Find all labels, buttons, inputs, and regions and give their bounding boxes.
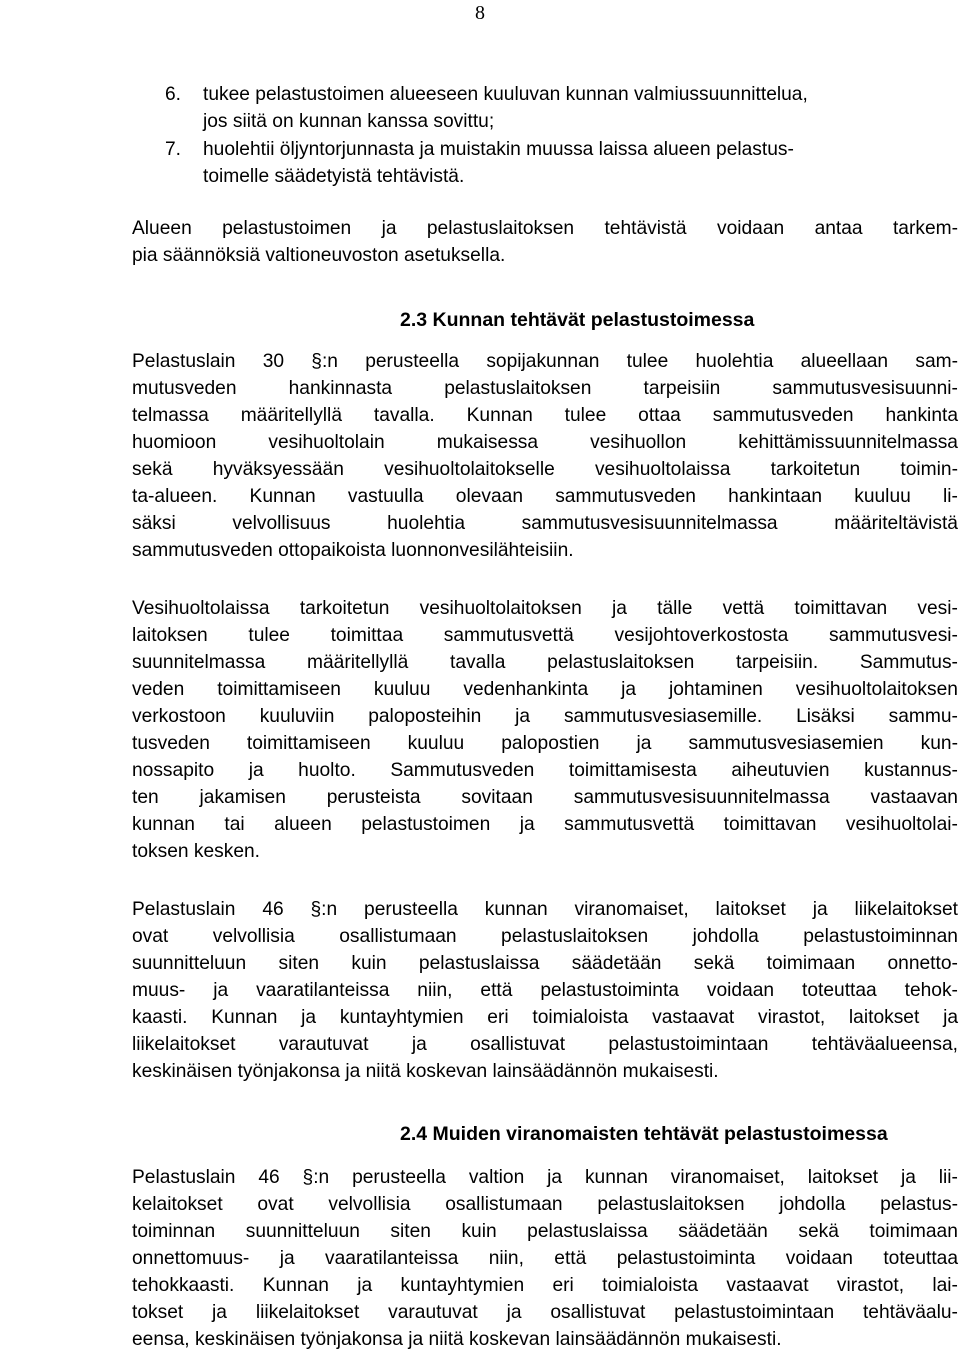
list-item-number: 6. [165, 84, 182, 105]
text-line: ta-alueen. Kunnan vastuulla olevaan sammutusveden hankintaan kuuluu li- [132, 486, 958, 507]
text-line: huomioon vesihuoltolain mukaisessa vesihuollon kehittämissuunnitelmassa [132, 432, 958, 453]
heading-2-3: 2.3 Kunnan tehtävät pelastustoimessa [400, 309, 755, 331]
list-item-text-line: jos siitä on kunnan kanssa sovittu; [203, 111, 495, 133]
text-line: Alueen pelastustoimen ja pelastuslaitoksen tehtävistä voidaan antaa tarkem- [132, 218, 958, 239]
list-item-text-line: tukee pelastustoimen alueeseen kuuluvan kunnan valmiussuunnittelua, [203, 84, 808, 105]
text-line: kaasti. Kunnan ja kuntayhtymien eri toimialoista vastaavat virastot, laitokset ja [132, 1007, 958, 1028]
text-line: onnettomuus- ja vaaratilanteissa niin, että pelastustoiminta voidaan toteuttaa [132, 1248, 958, 1269]
text-line: ovat velvollisia osallistumaan pelastuslaitoksen johdolla pelastustoiminnan [132, 926, 958, 947]
list-item [165, 136, 957, 191]
text-line: Pelastuslain 46 §:n perusteella kunnan viranomaiset, laitokset ja liikelaitokset [132, 899, 958, 920]
list-item-text-line: toimelle säädetyistä tehtävistä. [203, 165, 465, 187]
page-number: 8 [475, 2, 485, 24]
text-line: Vesihuoltolaissa tarkoitetun vesihuoltolaitoksen ja tälle vettä toimittavan vesi- [132, 598, 958, 619]
text-line: Pelastuslain 46 §:n perusteella valtion ja kunnan viranomaiset, laitokset ja lii- [132, 1167, 958, 1188]
text-line: kunnan tai alueen pelastustoimen ja sammutusvettä toimittavan vesihuoltolai- [132, 814, 958, 835]
text-line: kelaitokset ovat velvollisia osallistumaan pelastuslaitoksen johdolla pelastus- [132, 1194, 958, 1215]
paragraph-intro [132, 215, 958, 269]
text-line: liikelaitokset varautuvat ja osallistuvat pelastustoimintaan tehtäväalueensa, [132, 1034, 958, 1055]
text-line: suunnitteluun siten kuin pelastuslaissa säädetään sekä toimimaan onnetto- [132, 953, 958, 974]
text-line: toiminnan suunnitteluun siten kuin pelastuslaissa säädetään sekä toimimaan [132, 1221, 958, 1242]
text-line: tusveden toimittamiseen kuuluu palopostien ja sammutusvesiasemien kun- [132, 733, 958, 754]
text-line: ten jakamisen perusteista sovitaan sammutusvesisuunnitelmassa vastaavan [132, 787, 958, 808]
text-line: säksi velvollisuus huolehtia sammutusvesisuunnitelmassa määriteltävistä [132, 513, 958, 534]
paragraph-2-4 [132, 1164, 958, 1353]
text-line: laitoksen tulee toimittaa sammutusvettä vesijohtoverkostosta sammutusvesi- [132, 625, 958, 646]
text-line: sammutusveden ottopaikoista luonnonvesilähteisiin. [132, 540, 574, 561]
text-line: telmassa määritellyllä tavalla. Kunnan tulee ottaa sammutusveden hankinta [132, 405, 958, 426]
text-line: nossapito ja huolto. Sammutusveden toimittamisesta aiheutuvien kustannus- [132, 760, 958, 781]
text-line: sekä hyväksyessään vesihuoltolaitokselle vesihuoltolaissa tarkoitetun toimin- [132, 459, 958, 480]
text-line: tehokkaasti. Kunnan ja kuntayhtymien eri toimialoista vastaavat virastot, lai- [132, 1275, 958, 1296]
text-line: muus- ja vaaratilanteissa niin, että pelastustoiminta voidaan toteuttaa tehok- [132, 980, 958, 1001]
text-line: tokset ja liikelaitokset varautuvat ja osallistuvat pelastustoimintaan tehtäväalu- [132, 1302, 958, 1323]
text-line: veden toimittamiseen kuuluu vedenhankinta ja johtaminen vesihuoltolaitoksen [132, 679, 958, 700]
text-line: verkostoon kuuluviin paloposteihin ja sammutusvesiasemille. Lisäksi sammu- [132, 706, 958, 727]
list-item-text-line: huolehtii öljyntorjunnasta ja muistakin muussa laissa alueen pelastus- [203, 138, 794, 160]
paragraph-2-3-a [132, 348, 958, 564]
paragraph-2-3-b [132, 595, 958, 865]
list-item [165, 81, 957, 136]
text-line: keskinäisen työnjakonsa ja niitä koskevan lainsäädännön mukaisesti. [132, 1061, 719, 1082]
text-line: toksen kesken. [132, 841, 260, 862]
text-line: mutusveden hankinnasta pelastuslaitoksen tarpeisiin sammutusvesisuunni- [132, 378, 958, 399]
numbered-list [165, 81, 957, 190]
paragraph-2-3-c [132, 896, 958, 1085]
text-line: suunnitelmassa määritellyllä tavalla pelastuslaitoksen tarpeisiin. Sammutus- [132, 652, 958, 673]
heading-2-4: 2.4 Muiden viranomaisten tehtävät pelastustoimessa [400, 1123, 888, 1145]
text-line: eensa, keskinäisen työnjakonsa ja niitä koskevan lainsäädännön mukaisesti. [132, 1329, 782, 1350]
list-item-number: 7. [165, 138, 182, 160]
text-line: Pelastuslain 30 §:n perusteella sopijakunnan tulee huolehtia alueellaan sam- [132, 351, 958, 372]
text-line: pia säännöksiä valtioneuvoston asetuksella. [132, 245, 506, 266]
